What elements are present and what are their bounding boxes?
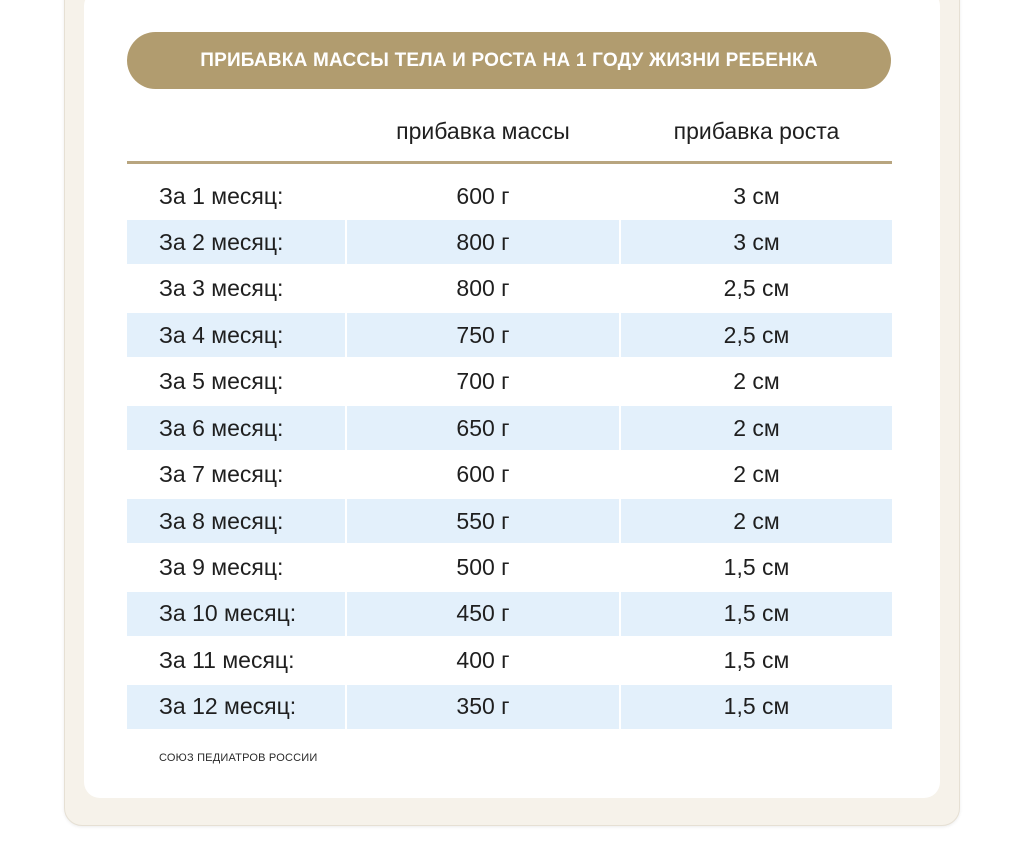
growth-cell: 2,5 см xyxy=(723,275,790,302)
month-cell: За 12 месяц: xyxy=(127,685,345,729)
growth-cell: 3 см xyxy=(733,182,780,209)
table-row xyxy=(127,220,892,264)
growth-cell: 2 см xyxy=(733,368,780,395)
table-row xyxy=(127,546,892,590)
growth-cell: 2 см xyxy=(621,406,892,450)
month-cell: За 5 месяц: xyxy=(159,368,284,395)
table-row xyxy=(127,360,892,404)
source-caption: СОЮЗ ПЕДИАТРОВ РОССИИ xyxy=(159,752,318,764)
mass-cell: 750 г xyxy=(347,313,619,357)
month-cell: За 4 месяц: xyxy=(127,313,345,357)
mass-cell: 650 г xyxy=(347,406,619,450)
table-row xyxy=(127,453,892,497)
growth-cell: 2,5 см xyxy=(621,313,892,357)
table-row xyxy=(127,592,892,636)
table-row xyxy=(127,685,892,729)
month-cell: За 9 месяц: xyxy=(159,554,284,580)
mass-cell: 800 г xyxy=(456,275,510,302)
column-header-mass: прибавка массы xyxy=(396,117,570,144)
growth-cell: 1,5 см xyxy=(723,554,790,580)
growth-cell: 3 см xyxy=(621,220,892,264)
growth-cell: 1,5 см xyxy=(723,646,790,673)
mass-cell: 350 г xyxy=(347,685,619,729)
table-row xyxy=(127,638,892,682)
month-cell: За 2 месяц: xyxy=(127,220,345,264)
month-cell: За 6 месяц: xyxy=(127,406,345,450)
table-row xyxy=(127,499,892,543)
month-cell: За 10 месяц: xyxy=(127,592,345,636)
table-row xyxy=(127,406,892,450)
growth-cell: 1,5 см xyxy=(621,685,892,729)
mass-cell: 550 г xyxy=(347,499,619,543)
growth-cell: 2 см xyxy=(621,499,892,543)
growth-table xyxy=(127,174,892,731)
mass-cell: 800 г xyxy=(347,220,619,264)
growth-cell: 1,5 см xyxy=(621,592,892,636)
mass-cell: 400 г xyxy=(456,646,510,673)
table-row xyxy=(127,313,892,357)
header-divider xyxy=(127,161,892,164)
mass-cell: 500 г xyxy=(456,554,510,580)
table-row xyxy=(127,267,892,311)
month-cell: За 8 месяц: xyxy=(127,499,345,543)
mass-cell: 450 г xyxy=(347,592,619,636)
month-cell: За 1 месяц: xyxy=(159,182,284,209)
mass-cell: 600 г xyxy=(456,461,510,488)
month-cell: За 7 месяц: xyxy=(159,461,284,488)
month-cell: За 3 месяц: xyxy=(159,275,284,302)
mass-cell: 700 г xyxy=(456,368,510,395)
mass-cell: 600 г xyxy=(456,182,510,209)
growth-cell: 2 см xyxy=(733,461,780,488)
month-cell: За 11 месяц: xyxy=(159,646,295,673)
table-title: ПРИБАВКА МАССЫ ТЕЛА И РОСТА НА 1 ГОДУ ЖИЗНИ РЕБЕНКА xyxy=(127,32,891,89)
table-row xyxy=(127,174,892,218)
column-header-growth: прибавка роста xyxy=(673,117,840,144)
